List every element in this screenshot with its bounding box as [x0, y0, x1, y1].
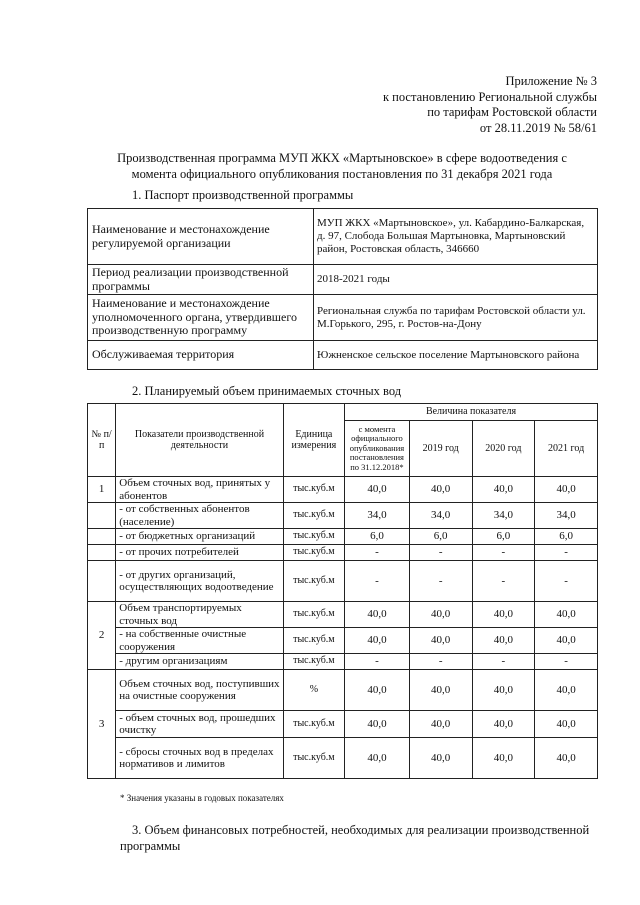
- header-num: № п/п: [88, 404, 116, 477]
- document-title: [92, 151, 592, 182]
- row-value: 40,0: [409, 711, 472, 738]
- section-2-heading: 2. Планируемый объем принимаемых сточных вод: [132, 384, 402, 398]
- row-value: -: [535, 545, 598, 561]
- passport-value: Региональная служба по тарифам Ростовской области ул. М.Горького, 295, г. Ростов-на-Дону: [314, 295, 598, 341]
- row-name: - от бюджетных организаций: [116, 529, 283, 545]
- volumes-table: [87, 403, 598, 779]
- row-unit: тыс.куб.м: [283, 561, 344, 602]
- row-value: -: [535, 654, 598, 670]
- row-value: 40,0: [535, 628, 598, 654]
- row-value: -: [409, 654, 472, 670]
- row-value: 40,0: [472, 602, 535, 628]
- passport-key: Период реализации производственной программы: [88, 265, 314, 295]
- header-col-2020: 2020 год: [472, 421, 535, 477]
- row-value: 40,0: [472, 670, 535, 711]
- passport-table: [87, 208, 598, 370]
- section-1-heading: 1. Паспорт производственной программы: [132, 188, 354, 202]
- row-value: 40,0: [345, 602, 410, 628]
- passport-key: Наименование и местонахождение регулируемой организации: [88, 209, 314, 265]
- table-header-row: [88, 404, 598, 421]
- row-name: - от прочих потребителей: [116, 545, 283, 561]
- table-row: [88, 477, 598, 503]
- table-row: [88, 654, 598, 670]
- row-value: 40,0: [345, 738, 410, 779]
- row-num: 2: [88, 602, 116, 670]
- row-value: 40,0: [409, 602, 472, 628]
- row-value: -: [472, 654, 535, 670]
- row-unit: тыс.куб.м: [283, 503, 344, 529]
- row-name: - объем сточных вод, прошедших очистку: [116, 711, 283, 738]
- row-num: 1: [88, 477, 116, 503]
- table-row: [88, 561, 598, 602]
- passport-value: МУП ЖКХ «Мартыновское», ул. Кабардино-Балкарская, д. 97, Слобода Большая Мартыновка, Мартыновский район, Ростовская область, 346660: [314, 209, 598, 265]
- row-value: 40,0: [345, 670, 410, 711]
- row-value: 40,0: [535, 477, 598, 503]
- row-value: -: [345, 561, 410, 602]
- row-value: -: [472, 545, 535, 561]
- table-row: [88, 265, 598, 295]
- row-value: -: [472, 561, 535, 602]
- header-col-2019: 2019 год: [409, 421, 472, 477]
- row-value: -: [345, 545, 410, 561]
- row-value: 40,0: [535, 738, 598, 779]
- appendix-line: Приложение № 3: [505, 74, 597, 88]
- row-unit: тыс.куб.м: [283, 477, 344, 503]
- table-row: [88, 670, 598, 711]
- row-name: - другим организациям: [116, 654, 283, 670]
- row-num: [88, 503, 116, 529]
- table-row: [88, 295, 598, 341]
- row-name: - от собственных абонентов (население): [116, 503, 283, 529]
- row-value: 40,0: [472, 738, 535, 779]
- row-value: 40,0: [345, 711, 410, 738]
- row-value: -: [409, 545, 472, 561]
- row-value: 40,0: [409, 628, 472, 654]
- appendix-line: от 28.11.2019 № 58/61: [479, 120, 597, 135]
- row-unit: %: [283, 670, 344, 711]
- row-unit: тыс.куб.м: [283, 654, 344, 670]
- table-row: [88, 602, 598, 628]
- row-name: - от других организаций, осуществляющих водоотведение: [116, 561, 283, 602]
- table-row: [88, 545, 598, 561]
- table-row: [88, 711, 598, 738]
- row-unit: тыс.куб.м: [283, 628, 344, 654]
- row-value: 34,0: [409, 503, 472, 529]
- row-value: 34,0: [472, 503, 535, 529]
- title-line: момента официального опубликования постановления по 31 декабря 2021 года: [131, 166, 553, 181]
- row-value: 34,0: [535, 503, 598, 529]
- row-value: 40,0: [472, 711, 535, 738]
- row-value: 6,0: [535, 529, 598, 545]
- appendix-line: по тарифам Ростовской области: [427, 105, 597, 119]
- row-value: 6,0: [409, 529, 472, 545]
- header-col-2021: 2021 год: [535, 421, 598, 477]
- row-value: 34,0: [345, 503, 410, 529]
- table-row: [88, 209, 598, 265]
- passport-key: Наименование и местонахождение уполномоченного органа, утвердившего производственную программу: [88, 295, 314, 341]
- row-name: Объем сточных вод, принятых у абонентов: [116, 477, 283, 503]
- row-value: -: [345, 654, 410, 670]
- header-name: Показатели производственной деятельности: [116, 404, 283, 477]
- row-num: [88, 529, 116, 545]
- row-unit: тыс.куб.м: [283, 602, 344, 628]
- row-value: 6,0: [345, 529, 410, 545]
- passport-value: Южненское сельское поселение Мартыновского района: [314, 341, 598, 370]
- row-value: 40,0: [472, 628, 535, 654]
- row-value: 40,0: [345, 477, 410, 503]
- table-row: [88, 341, 598, 370]
- row-name: Объем сточных вод, поступивших на очистные сооружения: [116, 670, 283, 711]
- row-value: -: [409, 561, 472, 602]
- row-value: 40,0: [535, 670, 598, 711]
- header-value-group: Величина показателя: [345, 404, 598, 421]
- passport-key: Обслуживаемая территория: [88, 341, 314, 370]
- row-name: Объем транспортируемых сточных вод: [116, 602, 283, 628]
- row-value: 40,0: [345, 628, 410, 654]
- title-line: Производственная программа МУП ЖКХ «Мартыновское» в сфере водоотведения с: [117, 151, 567, 165]
- header-col-initial: с момента официального опубликования постановления по 31.12.2018*: [345, 421, 410, 477]
- row-unit: тыс.куб.м: [283, 738, 344, 779]
- row-value: -: [535, 561, 598, 602]
- table-footnote: * Значения указаны в годовых показателях: [120, 793, 284, 803]
- row-value: 40,0: [535, 602, 598, 628]
- row-num: 3: [88, 670, 116, 779]
- row-value: 40,0: [409, 738, 472, 779]
- row-value: 6,0: [472, 529, 535, 545]
- passport-value: 2018-2021 годы: [314, 265, 598, 295]
- table-row: [88, 628, 598, 654]
- row-name: - сбросы сточных вод в пределах нормативов и лимитов: [116, 738, 283, 779]
- row-value: 40,0: [409, 477, 472, 503]
- row-unit: тыс.куб.м: [283, 529, 344, 545]
- table-row: [88, 503, 598, 529]
- row-name: - на собственные очистные сооружения: [116, 628, 283, 654]
- appendix-header: [383, 74, 597, 136]
- row-value: 40,0: [472, 477, 535, 503]
- row-unit: тыс.куб.м: [283, 545, 344, 561]
- appendix-line: к постановлению Региональной службы: [382, 89, 597, 104]
- row-num: [88, 561, 116, 602]
- row-value: 40,0: [409, 670, 472, 711]
- section-3-heading: 3. Объем финансовых потребностей, необходимых для реализации производственной программы: [120, 823, 590, 853]
- table-row: [88, 738, 598, 779]
- row-unit: тыс.куб.м: [283, 711, 344, 738]
- row-num: [88, 545, 116, 561]
- header-unit: Единица измерения: [283, 404, 344, 477]
- table-row: [88, 529, 598, 545]
- row-value: 40,0: [535, 711, 598, 738]
